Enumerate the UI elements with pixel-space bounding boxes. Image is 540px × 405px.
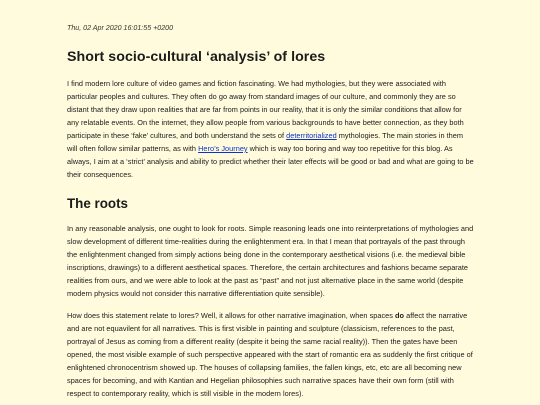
article [67, 24, 474, 405]
roots-paragraph-1: In any reasonable analysis, one ought to look for roots. Simple reasoning leads one into reinterpretations of mythologies and slow development of different time-realities during the enlightenment era. In that I mean that portrayals of the past through the enlightenment changed from simply actions being done in the contemporary aesthetical visions (i.e. the medieval bible inscriptions, drawings) to a different aesthetical spaces. Therefore, the certain architectures and fashions became separate realities from ours, and we were able to look at the past as “past” and not just alternative place in the same world (despite modern physics would not consider this narrative differentiation quite sensible). [67, 224, 474, 298]
roots-p2-text-1: How does this statement relate to lores? Well, it allows for other narrative imagination, when spaces [67, 311, 396, 320]
intro-text-3: which is way too boring and way too repetitive for this blog. As always, I aim at a ‘strict’ analysis and ability to predict whether their later effects will be good or bad and what are going to be their consequences. [67, 144, 474, 179]
roots-heading: The roots [67, 196, 129, 211]
deterritorialized-link[interactable]: deterritorialized [286, 131, 337, 140]
post-timestamp: Thu, 02 Apr 2020 16:01:55 +0200 [67, 24, 174, 32]
intro-text-2: mythologies. The main stories in them will often follow similar patterns, as with [67, 131, 464, 153]
emphasis-do: do [395, 311, 405, 320]
roots-paragraph-2 [67, 309, 474, 400]
post-title: Short socio-cultural ‘analysis’ of lores [67, 49, 326, 65]
heros-journey-link[interactable]: Hero’s Journey [198, 144, 248, 153]
roots-p2-text-2: affect the narrative and are not equavilent for all narratives. This is first visible in painting and sculpture (classicism, references to the past, portrayal of Jesus as coming from a different reality (despite it being the same racial reality)). Then the gates have been opened, the most visible example of such perspective appeared with the start of romantic era as suddenly the first critique of enlightened chronocentrism showed up. The houses of collapsing families, the fallen kings, etc, etc are all becoming new spaces for becoming, and with Kantian and Hegelian philosophies such narrative spaces have their own form (still with respect to contemporary reality, which is still visible in the modern lores). [67, 311, 473, 398]
intro-text-1: I find modern lore culture of video games and fiction fascinating. We had mythologies, but they were associated with particular peoples and cultures. They often do go away from standard images of our culture, and commonly they are so distant that they draw upon realities that are far from points in our reality, that it is only the similar conditions that allow for any relatable events. On the internet, they allow people from various backgrounds to have better connection, as they both participate in these ‘fake’ cultures, and both understand the sets of [67, 79, 464, 140]
intro-paragraph [67, 77, 474, 181]
